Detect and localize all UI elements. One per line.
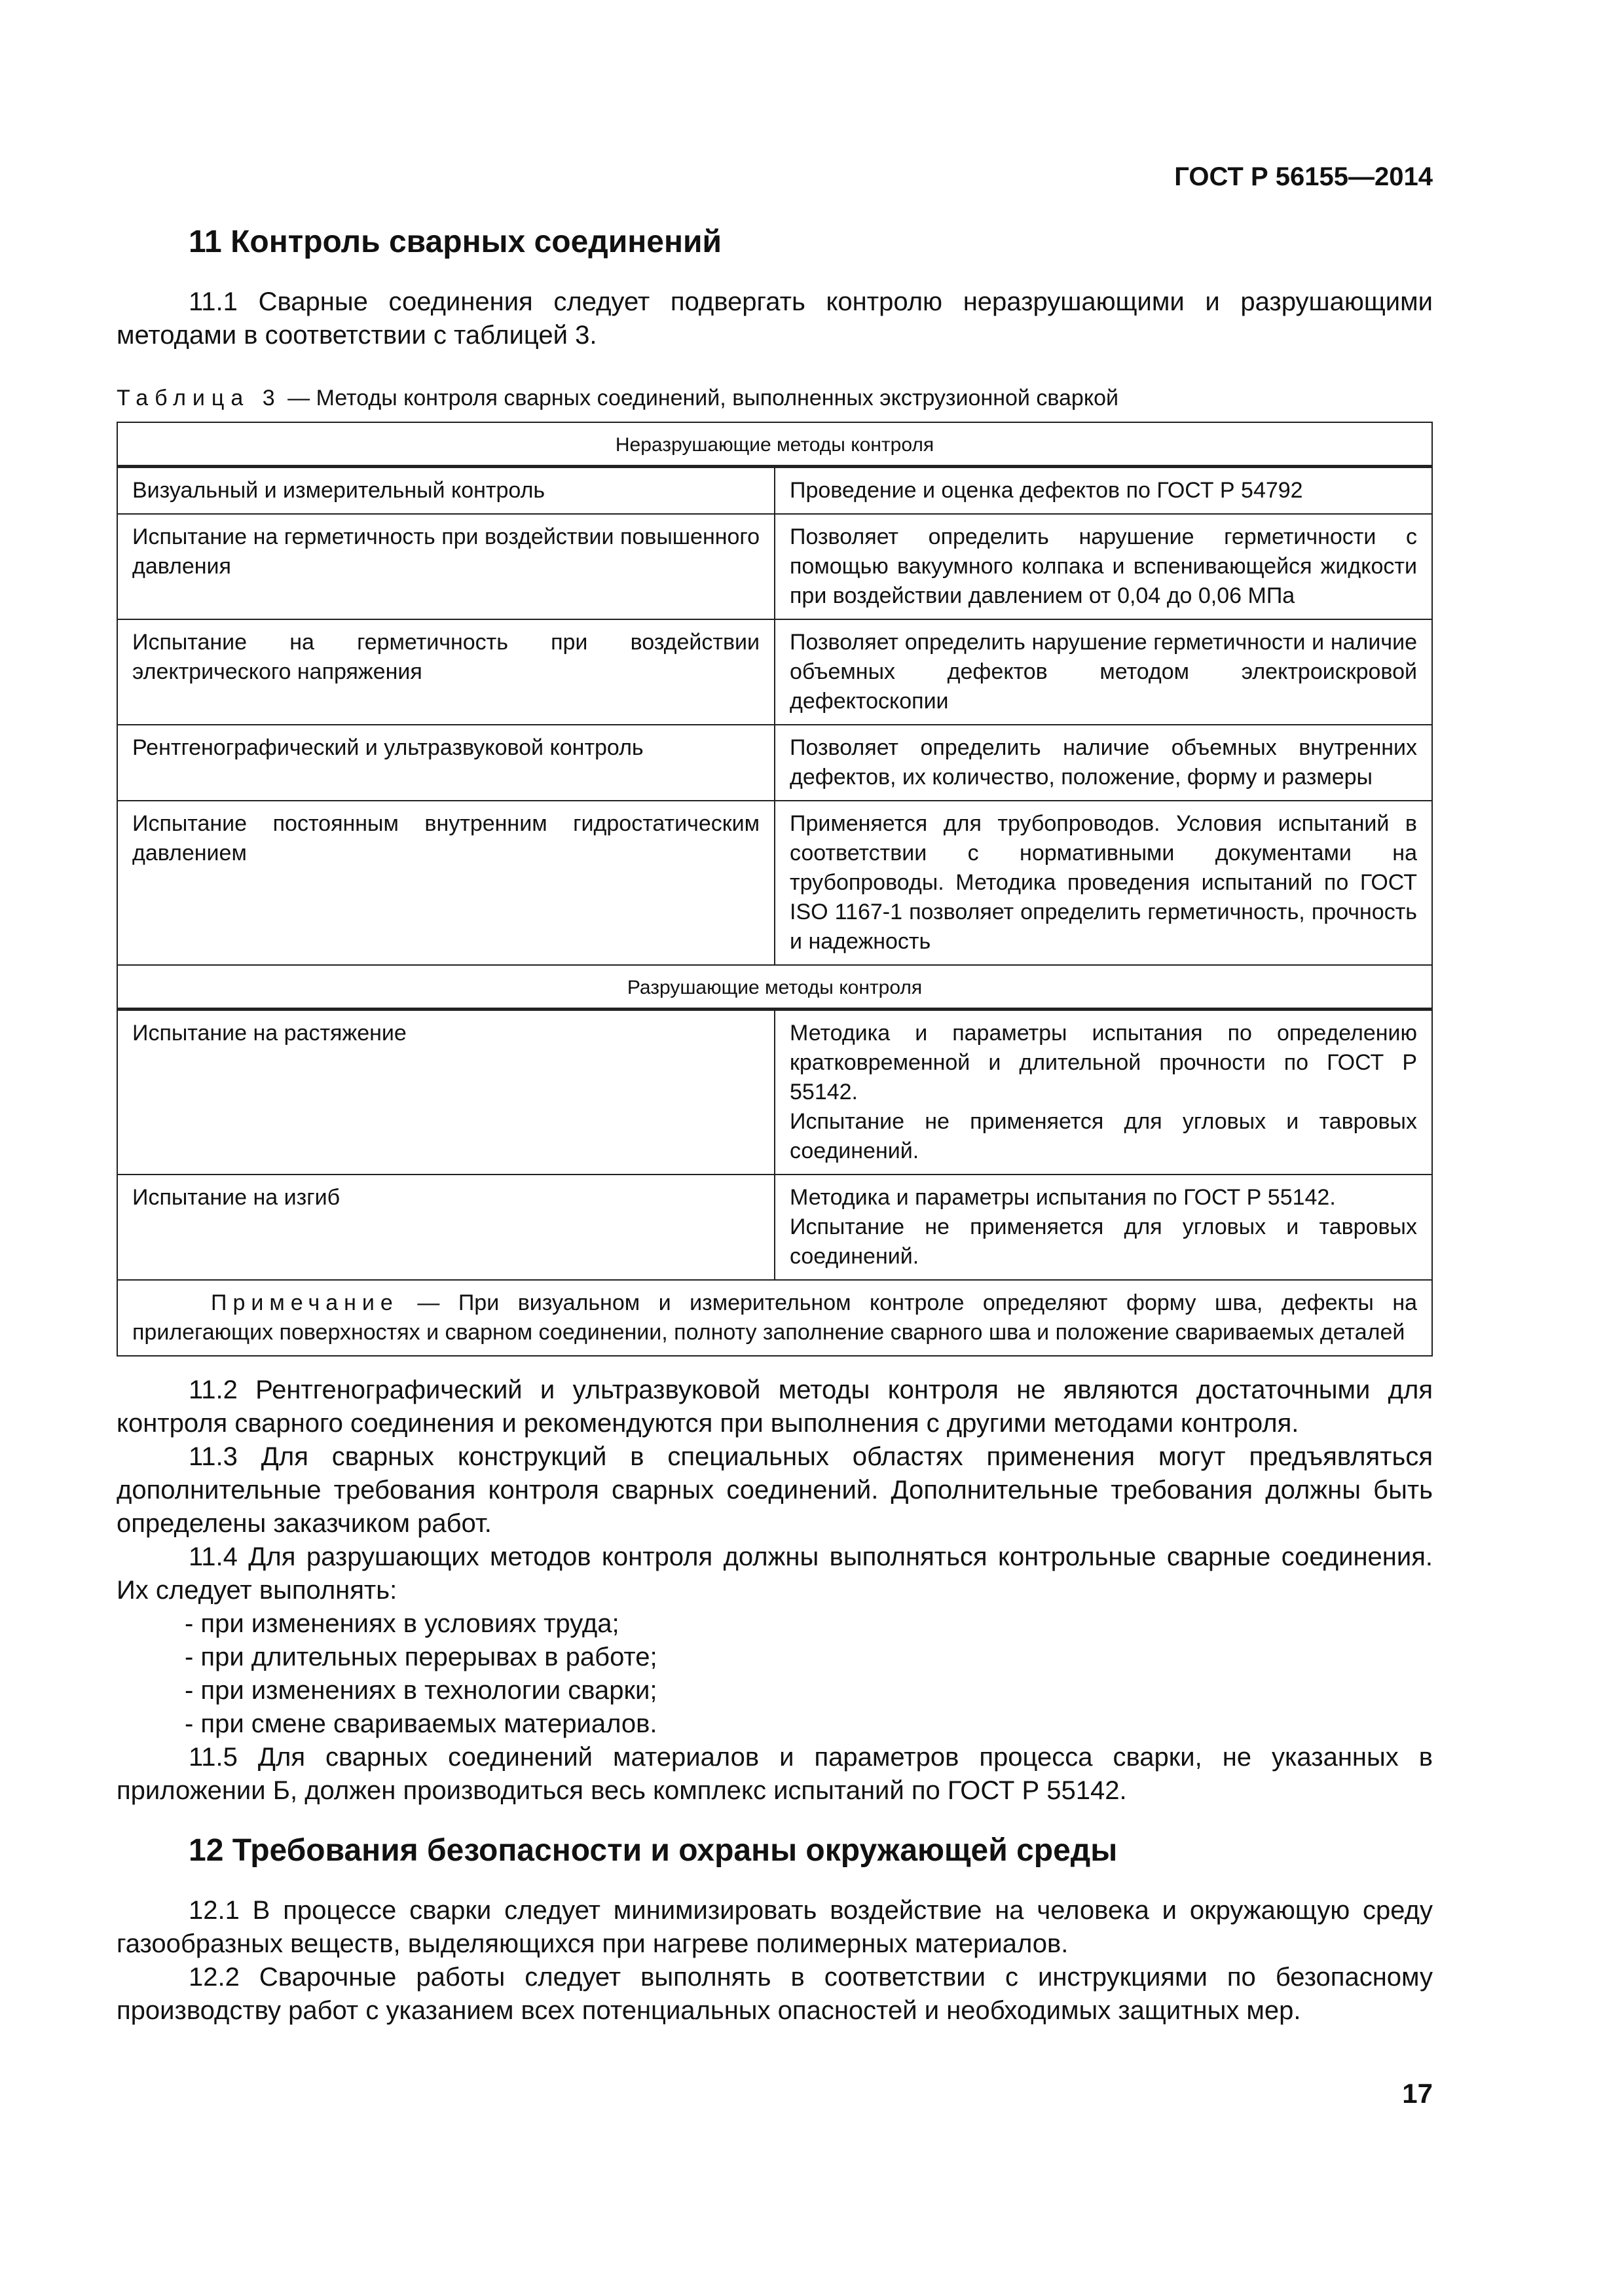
description-cell: Позволяет определить нарушение герметичности с помощью вакуумного колпака и вспенивающейся жидкости при воздействии давлением от 0,04 до 0,06 МПа	[775, 514, 1432, 619]
description-cell: Проведение и оценка дефектов по ГОСТ Р 54792	[775, 467, 1432, 515]
table-caption-label: Таблица 3	[117, 386, 282, 410]
paragraph-11-2: 11.2 Рентгенографический и ультразвуковой методы контроля не являются достаточными для контроля сварного соединения и рекомендуются при выполнения с другими методами контроля.	[117, 1376, 1433, 1438]
method-cell: Испытание на растяжение	[117, 1010, 775, 1175]
note-text: — При визуальном и измерительном контроле определяют форму шва, дефекты на прилегающих поверхностях и сварном соединении, полноту заполнение сварного шва и положение свариваемых деталей	[132, 1290, 1417, 1345]
paragraph-12-1: 12.1 В процессе сварки следует минимизировать воздействие на человека и окружающую среду газообразных веществ, выделяющихся при нагреве полимерных материалов.	[117, 1896, 1433, 1958]
method-cell: Визуальный и измерительный контроль	[117, 467, 775, 515]
table-caption-text: — Методы контроля сварных соединений, выполненных экструзионной сваркой	[281, 386, 1118, 410]
page-content	[117, 216, 1433, 2028]
note-label: Примечание	[211, 1290, 399, 1315]
table-row	[117, 619, 1432, 725]
table-row	[117, 467, 1432, 515]
section-12-title: 12 Требования безопасности и охраны окружающей среды	[189, 1833, 1118, 1868]
list-item: - при изменениях в условиях труда;	[185, 1609, 619, 1638]
description-cell: Позволяет определить нарушение герметичности и наличие объемных дефектов методом электроискровой дефектоскопии	[775, 619, 1432, 725]
description-line: Методика и параметры испытания по ГОСТ Р 55142.	[790, 1185, 1336, 1210]
table-row	[117, 1175, 1432, 1280]
table-group-row	[117, 422, 1432, 467]
table-group-row	[117, 965, 1432, 1010]
paragraph-12-2: 12.2 Сварочные работы следует выполнять в соответствии с инструкциями по безопасному производству работ с указанием всех потенциальных опасностей и необходимых защитных мер.	[117, 1963, 1433, 2025]
list-item: - при длительных перерывах в работе;	[185, 1643, 657, 1671]
description-cell: Позволяет определить наличие объемных внутренних дефектов, их количество, положение, форму и размеры	[775, 725, 1432, 801]
list-item: - при смене свариваемых материалов.	[185, 1709, 657, 1738]
paragraph-11-1: 11.1 Сварные соединения следует подвергать контролю неразрушающими и разрушающими методами в соответствии с таблицей 3.	[117, 287, 1433, 350]
table-note	[117, 1280, 1432, 1356]
section-11-title: 11 Контроль сварных соединений	[189, 225, 722, 259]
paragraph-11-4: 11.4 Для разрушающих методов контроля должны выполняться контрольные сварные соединения. Их следует выполнять:	[117, 1542, 1433, 1605]
description-cell	[775, 1175, 1432, 1280]
description-line: Испытание не применяется для угловых и тавровых соединений.	[790, 1214, 1417, 1269]
page-number: 17	[1402, 2078, 1433, 2109]
table-row	[117, 514, 1432, 619]
group-header-nondestructive: Неразрушающие методы контроля	[117, 422, 1432, 467]
table-row	[117, 725, 1432, 801]
method-cell: Испытание на герметичность при воздействии повышенного давления	[117, 514, 775, 619]
list-item: - при изменениях в технологии сварки;	[185, 1676, 657, 1705]
paragraph-11-3: 11.3 Для сварных конструкций в специальных областях применения могут предъявляться дополнительные требования контроля сварных соединений. Дополнительные требования должны быть определены заказчиком работ.	[117, 1442, 1433, 1538]
method-cell: Рентгенографический и ультразвуковой контроль	[117, 725, 775, 801]
table-note-row	[117, 1280, 1432, 1356]
paragraph-11-5: 11.5 Для сварных соединений материалов и параметров процесса сварки, не указанных в приложении Б, должен производиться весь комплекс испытаний по ГОСТ Р 55142.	[117, 1743, 1433, 1805]
description-line: Испытание не применяется для угловых и тавровых соединений.	[790, 1109, 1417, 1163]
control-methods-table	[117, 422, 1433, 1357]
table-caption	[117, 384, 1433, 412]
method-cell: Испытание на герметичность при воздействии электрического напряжения	[117, 619, 775, 725]
description-line: Методика и параметры испытания по определению кратковременной и длительной прочности по ГОСТ Р 55142.	[790, 1021, 1417, 1104]
conditions-list	[117, 1607, 1433, 1741]
method-cell: Испытание на изгиб	[117, 1175, 775, 1280]
document-designation: ГОСТ Р 56155—2014	[1174, 162, 1433, 191]
description-cell	[775, 1010, 1432, 1175]
table-row	[117, 1010, 1432, 1175]
method-cell: Испытание постоянным внутренним гидростатическим давлением	[117, 801, 775, 965]
group-header-destructive: Разрушающие методы контроля	[117, 965, 1432, 1010]
description-cell: Применяется для трубопроводов. Условия испытаний в соответствии с нормативными документами на трубопроводы. Методика проведения испытаний по ГОСТ ISO 1167-1 позволяет определить герметичность, прочность и надежность	[775, 801, 1432, 965]
table-row	[117, 801, 1432, 965]
